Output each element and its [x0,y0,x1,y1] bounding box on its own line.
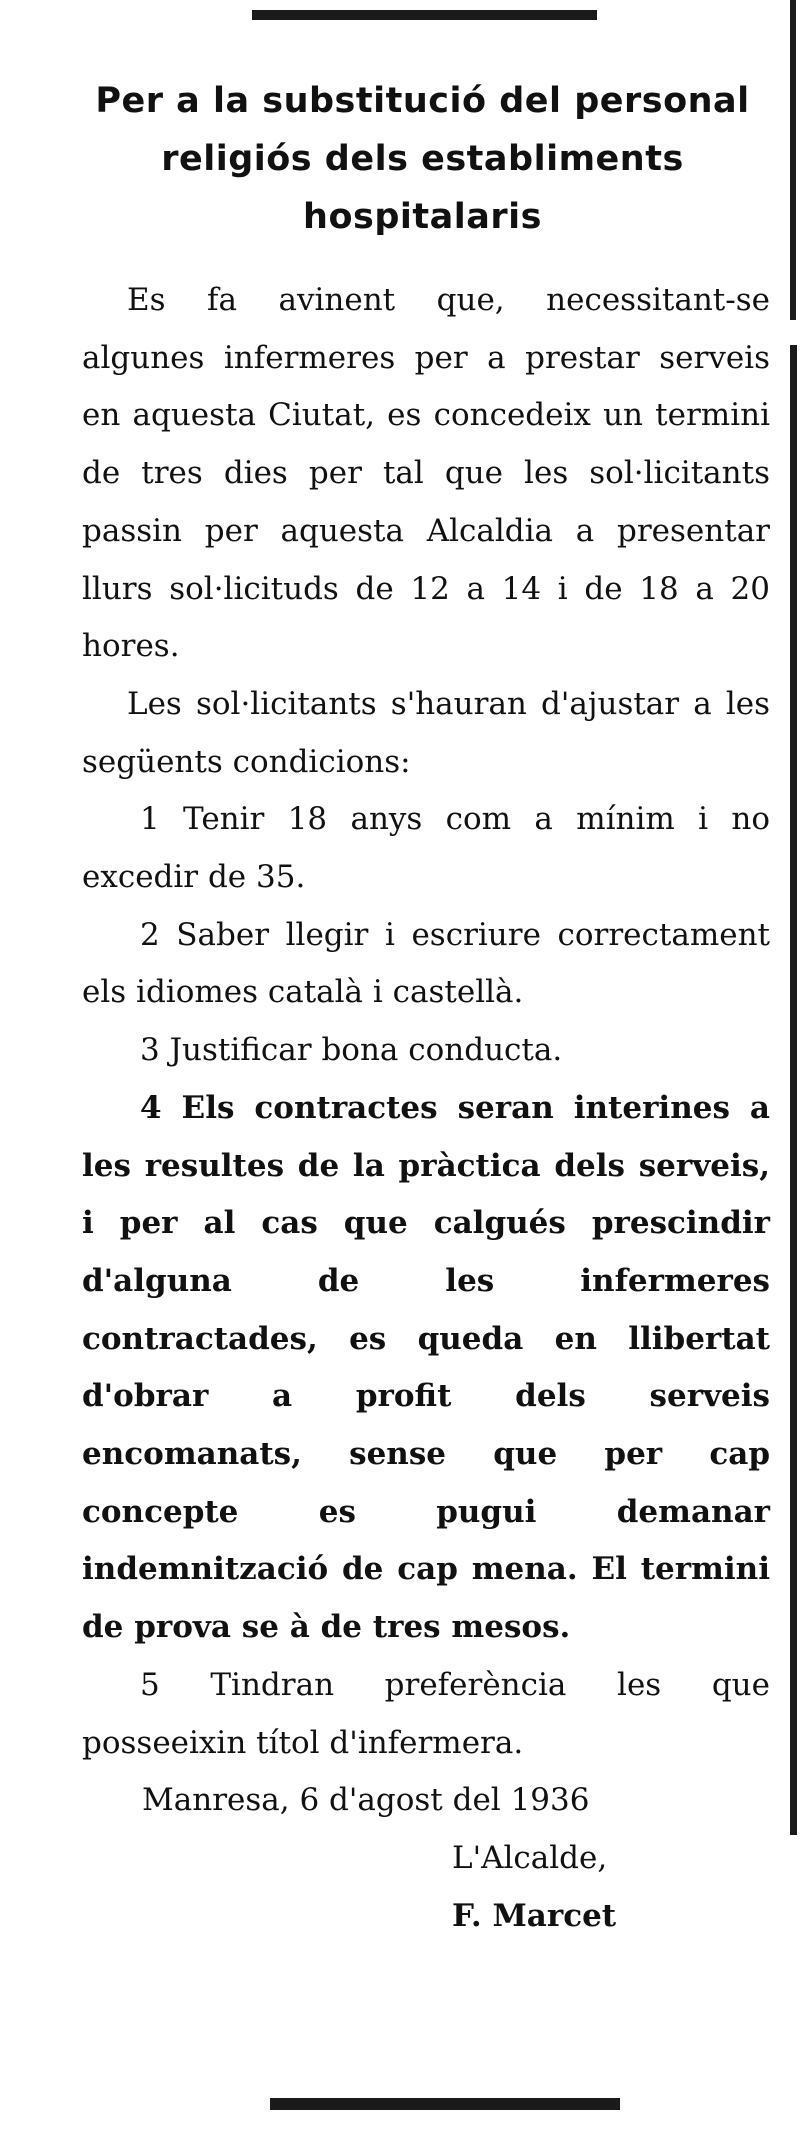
column-border [790,0,796,320]
condition-5: 5 Tindran preferència les que posseeixin títol d'infermera. [82,1666,770,1761]
condition-1: 1 Tenir 18 anys com a mínim i no excedir de 35. [82,801,770,896]
column-border [790,345,797,1835]
signatory-name: F. Marcet [452,1897,617,1934]
signatory-title: L'Alcalde, [452,1839,608,1876]
condition-4: 4 Els contractes seran interines a les resultes de la pràctica dels serveis, i per al cas que calgués prescindir d'alguna de les infermeres contractades, es queda en llibertat d'obrar a profit dels serveis encomanats, sense que per cap concepte es pugui demanar indemnització de cap mena. El termini de prova se à de tres mesos. [82,1089,770,1646]
top-rule [252,10,597,20]
article-body [82,272,770,1945]
bottom-rule [270,2098,620,2110]
conditions-intro: Les sol·licitants s'hauran d'ajustar a les següents condicions: [82,685,770,780]
article-headline: Per a la substitució del personal religiós dels establiments hospitalaris [95,81,750,237]
intro-paragraph: Es fa avinent que, necessitant-se algunes infermeres per a prestar serveis en aquesta Ciutat, es concedeix un termini de tres dies per tal que les sol·licitants passin per aquesta Alcaldia a presentar llurs sol·licituds de 12 a 14 i de 18 a 20 hores. [82,282,770,665]
condition-2: 2 Saber llegir i escriure correctament els idiomes català i castellà. [82,916,770,1011]
place-date: Manresa, 6 d'agost del 1936 [142,1782,590,1819]
condition-3: 3 Justificar bona conducta. [140,1032,563,1069]
